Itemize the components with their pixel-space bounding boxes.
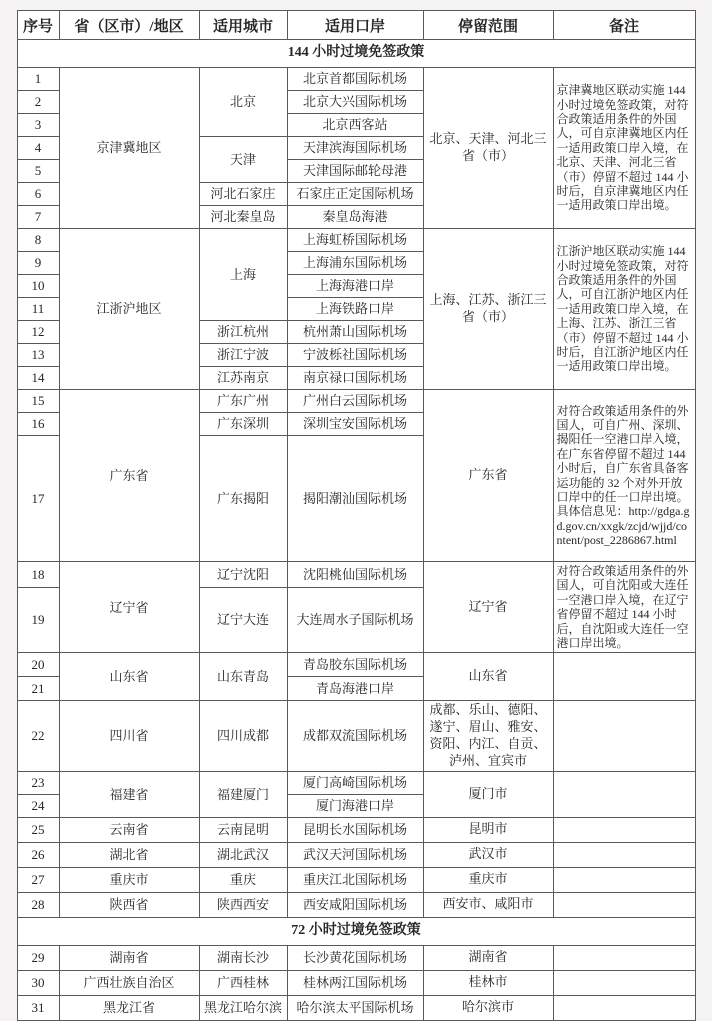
- table-body: [17, 40, 695, 1021]
- cell-no: 30: [17, 970, 59, 995]
- cell-port: 武汉天河国际机场: [287, 842, 423, 867]
- cell-no: 20: [17, 653, 59, 677]
- cell-port: 北京西客站: [287, 114, 423, 137]
- table-row: [17, 867, 695, 892]
- column-header-city: 适用城市: [199, 11, 287, 40]
- cell-port: 上海浦东国际机场: [287, 252, 423, 275]
- cell-stay: 厦门市: [423, 771, 553, 817]
- column-header-port: 适用口岸: [287, 11, 423, 40]
- cell-no: 2: [17, 91, 59, 114]
- cell-stay: 辽宁省: [423, 562, 553, 653]
- cell-note: [553, 892, 695, 917]
- cell-no: 9: [17, 252, 59, 275]
- cell-no: 14: [17, 367, 59, 390]
- cell-city: 河北秦皇岛: [199, 206, 287, 229]
- table-row: [17, 653, 695, 677]
- cell-region: 江浙沪地区: [59, 229, 199, 390]
- cell-port: 秦皇岛海港: [287, 206, 423, 229]
- table-row: [17, 970, 695, 995]
- section-title: 72 小时过境免签政策: [17, 917, 695, 945]
- cell-stay: 西安市、咸阳市: [423, 892, 553, 917]
- cell-city: 黑龙江哈尔滨: [199, 995, 287, 1020]
- table-row: [17, 995, 695, 1020]
- cell-region: 广东省: [59, 390, 199, 562]
- cell-city: 广东深圳: [199, 413, 287, 436]
- cell-no: 28: [17, 892, 59, 917]
- cell-stay: 山东省: [423, 653, 553, 701]
- cell-city: 陕西西安: [199, 892, 287, 917]
- cell-city: 浙江杭州: [199, 321, 287, 344]
- column-header-note: 备注: [553, 11, 695, 40]
- cell-no: 16: [17, 413, 59, 436]
- cell-note: [553, 867, 695, 892]
- cell-note: [553, 945, 695, 970]
- cell-city: 湖南长沙: [199, 945, 287, 970]
- table-row: [17, 771, 695, 794]
- cell-note: [553, 653, 695, 701]
- cell-port: 石家庄正定国际机场: [287, 183, 423, 206]
- cell-no: 25: [17, 817, 59, 842]
- cell-stay: 成都、乐山、德阳、遂宁、眉山、雅安、资阳、内江、自贡、泸州、宜宾市: [423, 701, 553, 772]
- cell-port: 厦门高崎国际机场: [287, 771, 423, 794]
- cell-note: [553, 995, 695, 1020]
- cell-port: 宁波栎社国际机场: [287, 344, 423, 367]
- cell-port: 揭阳潮汕国际机场: [287, 436, 423, 562]
- cell-region: 陕西省: [59, 892, 199, 917]
- section-title-row: [17, 40, 695, 68]
- column-header-no: 序号: [17, 11, 59, 40]
- cell-region: 山东省: [59, 653, 199, 701]
- cell-no: 4: [17, 137, 59, 160]
- header-row: [17, 11, 695, 40]
- cell-stay: 北京、天津、河北三省（市）: [423, 68, 553, 229]
- cell-port: 大连周水子国际机场: [287, 587, 423, 652]
- cell-note: 对符合政策适用条件的外国人，可自广州、深圳、揭阳任一空港口岸入境，在广东省停留不超过 144 小时后，自广东省具备客运功能的 32 个对外开放口岸中的任一口岸出境。具体信息见：http://gdga.gd.gov.cn/xxgk/zcjd/wjjd/content/post_2286867.html: [553, 390, 695, 562]
- cell-note: [553, 771, 695, 817]
- cell-port: 成都双流国际机场: [287, 701, 423, 772]
- cell-no: 8: [17, 229, 59, 252]
- cell-port: 广州白云国际机场: [287, 390, 423, 413]
- cell-port: 西安咸阳国际机场: [287, 892, 423, 917]
- cell-stay: 重庆市: [423, 867, 553, 892]
- cell-no: 18: [17, 562, 59, 588]
- cell-no: 1: [17, 68, 59, 91]
- cell-port: 上海铁路口岸: [287, 298, 423, 321]
- cell-city: 天津: [199, 137, 287, 183]
- cell-no: 21: [17, 677, 59, 701]
- table-row: [17, 68, 695, 91]
- cell-port: 青岛海港口岸: [287, 677, 423, 701]
- cell-no: 10: [17, 275, 59, 298]
- cell-port: 天津国际邮轮母港: [287, 160, 423, 183]
- cell-port: 哈尔滨太平国际机场: [287, 995, 423, 1020]
- cell-region: 湖南省: [59, 945, 199, 970]
- table-row: [17, 892, 695, 917]
- table-row: [17, 842, 695, 867]
- cell-city: 江苏南京: [199, 367, 287, 390]
- cell-region: 四川省: [59, 701, 199, 772]
- cell-region: 福建省: [59, 771, 199, 817]
- cell-stay: 湖南省: [423, 945, 553, 970]
- cell-city: 广东揭阳: [199, 436, 287, 562]
- cell-port: 北京大兴国际机场: [287, 91, 423, 114]
- cell-city: 云南昆明: [199, 817, 287, 842]
- cell-region: 京津冀地区: [59, 68, 199, 229]
- cell-city: 上海: [199, 229, 287, 321]
- column-header-stay: 停留范围: [423, 11, 553, 40]
- cell-no: 17: [17, 436, 59, 562]
- cell-no: 29: [17, 945, 59, 970]
- cell-port: 沈阳桃仙国际机场: [287, 562, 423, 588]
- table-row: [17, 229, 695, 252]
- cell-port: 北京首都国际机场: [287, 68, 423, 91]
- cell-port: 上海海港口岸: [287, 275, 423, 298]
- cell-no: 6: [17, 183, 59, 206]
- cell-city: 广西桂林: [199, 970, 287, 995]
- cell-stay: 桂林市: [423, 970, 553, 995]
- cell-no: 27: [17, 867, 59, 892]
- cell-stay: 武汉市: [423, 842, 553, 867]
- cell-note: [553, 970, 695, 995]
- cell-note: 江浙沪地区联动实施 144 小时过境免签政策，对符合政策适用条件的外国人，可自江浙沪地区内任一适用政策口岸入境，在上海、江苏、浙江三省（市）停留不超过 144 小时后，自江浙沪地区内任一适用政策口岸出境。: [553, 229, 695, 390]
- cell-no: 23: [17, 771, 59, 794]
- cell-no: 13: [17, 344, 59, 367]
- column-header-region: 省（区市）/地区: [59, 11, 199, 40]
- cell-stay: 哈尔滨市: [423, 995, 553, 1020]
- cell-port: 上海虹桥国际机场: [287, 229, 423, 252]
- cell-no: 11: [17, 298, 59, 321]
- cell-port: 昆明长水国际机场: [287, 817, 423, 842]
- cell-no: 19: [17, 587, 59, 652]
- cell-note: [553, 842, 695, 867]
- cell-port: 南京禄口国际机场: [287, 367, 423, 390]
- cell-port: 长沙黄花国际机场: [287, 945, 423, 970]
- table-row: [17, 390, 695, 413]
- cell-note: [553, 817, 695, 842]
- cell-port: 天津滨海国际机场: [287, 137, 423, 160]
- cell-city: 重庆: [199, 867, 287, 892]
- cell-city: 河北石家庄: [199, 183, 287, 206]
- cell-no: 7: [17, 206, 59, 229]
- table-row: [17, 945, 695, 970]
- cell-stay: 广东省: [423, 390, 553, 562]
- cell-note: [553, 701, 695, 772]
- cell-note: 京津冀地区联动实施 144 小时过境免签政策，对符合政策适用条件的外国人，可自京津冀地区内任一适用政策口岸入境，在北京、天津、河北三省（市）停留不超过 144 小时后，自京津冀地区内任一适用政策口岸出境。: [553, 68, 695, 229]
- cell-region: 重庆市: [59, 867, 199, 892]
- cell-port: 厦门海港口岸: [287, 794, 423, 817]
- cell-no: 24: [17, 794, 59, 817]
- cell-region: 辽宁省: [59, 562, 199, 653]
- cell-no: 12: [17, 321, 59, 344]
- cell-port: 青岛胶东国际机场: [287, 653, 423, 677]
- table-row: [17, 817, 695, 842]
- cell-city: 福建厦门: [199, 771, 287, 817]
- cell-city: 浙江宁波: [199, 344, 287, 367]
- cell-city: 四川成都: [199, 701, 287, 772]
- cell-city: 辽宁沈阳: [199, 562, 287, 588]
- cell-no: 26: [17, 842, 59, 867]
- cell-no: 3: [17, 114, 59, 137]
- cell-port: 重庆江北国际机场: [287, 867, 423, 892]
- cell-port: 深圳宝安国际机场: [287, 413, 423, 436]
- cell-city: 辽宁大连: [199, 587, 287, 652]
- cell-region: 广西壮族自治区: [59, 970, 199, 995]
- cell-region: 湖北省: [59, 842, 199, 867]
- section-title: 144 小时过境免签政策: [17, 40, 695, 68]
- cell-no: 15: [17, 390, 59, 413]
- table-row: [17, 701, 695, 772]
- cell-port: 杭州萧山国际机场: [287, 321, 423, 344]
- cell-city: 湖北武汉: [199, 842, 287, 867]
- cell-stay: 昆明市: [423, 817, 553, 842]
- cell-note: 对符合政策适用条件的外国人，可自沈阳或大连任一空港口岸入境，在辽宁省停留不超过 144 小时后，自沈阳或大连任一空港口岸出境。: [553, 562, 695, 653]
- cell-region: 云南省: [59, 817, 199, 842]
- table-row: [17, 562, 695, 588]
- cell-region: 黑龙江省: [59, 995, 199, 1020]
- cell-no: 22: [17, 701, 59, 772]
- cell-no: 31: [17, 995, 59, 1020]
- transit-visa-policy-table: [17, 10, 696, 1021]
- cell-port: 桂林两江国际机场: [287, 970, 423, 995]
- cell-city: 北京: [199, 68, 287, 137]
- cell-no: 5: [17, 160, 59, 183]
- cell-city: 广东广州: [199, 390, 287, 413]
- cell-stay: 上海、江苏、浙江三省（市）: [423, 229, 553, 390]
- section-title-row: [17, 917, 695, 945]
- cell-city: 山东青岛: [199, 653, 287, 701]
